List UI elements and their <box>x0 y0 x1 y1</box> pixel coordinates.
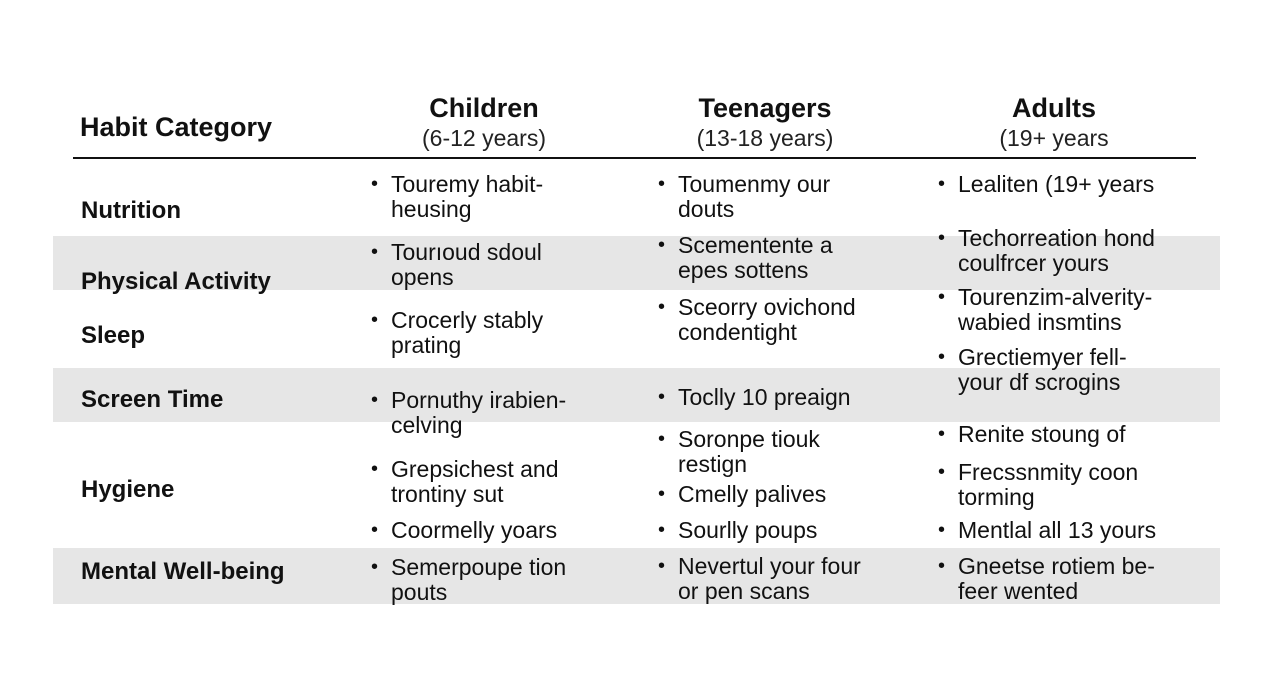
item-line: Toclly 10 preaign <box>678 384 851 410</box>
column-header-adults <box>914 93 1194 152</box>
children-item <box>371 171 544 222</box>
bullet: • <box>371 556 379 578</box>
item-line: Crocerly stably <box>391 307 544 333</box>
item-line: Cmelly palives <box>678 481 827 507</box>
adults-item <box>938 344 1127 395</box>
item-line: douts <box>678 196 735 222</box>
teenagers-item <box>658 384 851 410</box>
item-line: celving <box>391 412 463 438</box>
adults-item <box>938 171 1155 197</box>
item-line: restign <box>678 451 748 477</box>
teenagers-item <box>658 517 818 543</box>
bullet: • <box>371 309 379 331</box>
item-line: trontiny sut <box>391 481 504 507</box>
column-subtitle: (6-12 years) <box>422 125 546 151</box>
item-line: your df scrogins <box>958 369 1121 395</box>
item-line: Tourıoud sdoul <box>391 239 542 265</box>
children-item <box>371 554 567 605</box>
teenagers-item <box>658 232 833 283</box>
teenagers-item <box>658 481 827 507</box>
teenagers-item <box>658 294 856 345</box>
item-line: Soronpe tiouk <box>678 426 820 452</box>
bullet: • <box>658 386 666 408</box>
column-subtitle: (13-18 years) <box>696 125 834 151</box>
bullet: • <box>938 423 946 445</box>
item-line: Renite stoung of <box>958 421 1126 447</box>
bullet: • <box>658 234 666 256</box>
row-label-physical-activity: Physical Activity <box>81 268 271 295</box>
item-line: Lealiten (19+ years <box>958 171 1155 197</box>
row-label-nutrition: Nutrition <box>81 197 181 224</box>
bullet: • <box>371 458 379 480</box>
item-line: torming <box>958 484 1035 510</box>
bullet: • <box>658 483 666 505</box>
item-line: Scementente a <box>678 232 833 258</box>
adults-item <box>938 517 1157 543</box>
bullet: • <box>938 519 946 541</box>
item-line: pouts <box>391 579 448 605</box>
bullet: • <box>658 555 666 577</box>
bullet: • <box>371 173 379 195</box>
item-line: Touremy habit- <box>391 171 544 197</box>
children-item <box>371 307 544 358</box>
teenagers-item <box>658 426 820 477</box>
column-header-teenagers <box>625 93 905 152</box>
row-label-mental-well-being: Mental Well-being <box>81 558 285 585</box>
bullet: • <box>938 346 946 368</box>
children-item <box>371 456 559 507</box>
adults-item <box>938 459 1139 510</box>
bullet: • <box>938 286 946 308</box>
bullet: • <box>658 173 666 195</box>
column-title: Children <box>429 93 539 123</box>
bullet: • <box>938 461 946 483</box>
bullet: • <box>371 241 379 263</box>
item-line: wabied insmtins <box>958 309 1122 335</box>
item-line: Toumenmy our <box>678 171 831 197</box>
bullet: • <box>658 296 666 318</box>
column-title: Teenagers <box>698 93 832 123</box>
item-line: Sourlly poups <box>678 517 818 543</box>
column-title: Adults <box>1012 93 1096 123</box>
row-label-hygiene: Hygiene <box>81 476 175 503</box>
item-line: Pornuthy irabien- <box>391 387 567 413</box>
adults-item <box>938 553 1155 604</box>
item-line: prating <box>391 332 462 358</box>
item-line: opens <box>391 264 454 290</box>
item-line: Sceorry ovichond <box>678 294 856 320</box>
bullet: • <box>938 227 946 249</box>
item-line: Techorreation hond <box>958 225 1155 251</box>
item-line: Tourenzim-alverity- <box>958 284 1153 310</box>
item-line: Semerpoupe tion <box>391 554 567 580</box>
column-header-children <box>344 93 624 152</box>
item-line: or pen scans <box>678 578 810 604</box>
children-item <box>371 387 567 438</box>
bullet: • <box>371 519 379 541</box>
column-subtitle: (19+ years <box>999 125 1109 151</box>
item-line: condentight <box>678 319 797 345</box>
bullet: • <box>658 428 666 450</box>
bullet: • <box>938 173 946 195</box>
item-line: Coormelly yoars <box>391 517 558 543</box>
adults-item <box>938 284 1153 335</box>
children-item <box>371 517 558 543</box>
adults-item <box>938 225 1155 276</box>
bullet: • <box>658 519 666 541</box>
row-label-sleep: Sleep <box>81 322 146 349</box>
item-line: Nevertul your four <box>678 553 861 579</box>
bullet: • <box>938 555 946 577</box>
item-line: Frecssnmity coon <box>958 459 1139 485</box>
row-label-screen-time: Screen Time <box>81 386 224 413</box>
category-column-header: Habit Category <box>80 112 273 142</box>
item-line: heusing <box>391 196 472 222</box>
teenagers-item <box>658 171 831 222</box>
item-line: Grepsichest and <box>391 456 559 482</box>
teenagers-item <box>658 553 861 604</box>
item-line: feer wented <box>958 578 1079 604</box>
bullet: • <box>371 389 379 411</box>
header-divider <box>73 157 1196 159</box>
adults-item <box>938 421 1126 447</box>
item-line: Grectiemyer fell- <box>958 344 1127 370</box>
item-line: Gneetse rotiem be- <box>958 553 1155 579</box>
item-line: epes sottens <box>678 257 809 283</box>
children-item <box>371 239 542 290</box>
item-line: Mentlal all 13 yours <box>958 517 1157 543</box>
item-line: coulfrcer yours <box>958 250 1109 276</box>
